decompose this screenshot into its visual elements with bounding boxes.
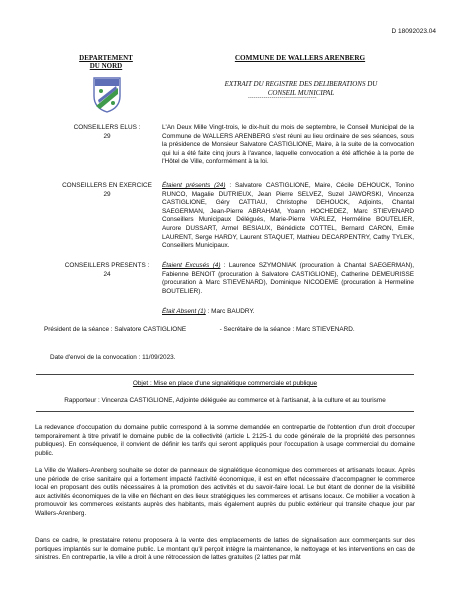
commune-title: COMMUNE DE WALLERS ARENBERG (234, 54, 366, 62)
title-separator: ----------------------------------- (248, 96, 317, 101)
excuses-heading: Étaient Excusés (4) (162, 262, 221, 269)
convocation-date: Date d'envoi de la convocation : 11/09/2023. (50, 354, 176, 361)
exercice-count: 29 (103, 190, 111, 198)
object-title (35, 380, 415, 389)
presents-list: : Salvatore CASTIGLIONE, Maire, Cécile DEHOUCK, Tonino RUNCO, Magalie DUTRIEUX, Jean Pierre SELVEZ, Suzel JAWORSKI, Vincenza CASTIGLIONE, Géry CATTIAU, Christophe DEHOUCK, Adjoints, Chantal SAEGERMAN, Jean-Pierre ABRAHAM, Yoann HOCHEDEZ, Marc STIEVENARD Conseillers Municipaux Délégués, Marie-Pierre VARLEZ, Herméline BOUTELIER, Aurore DUSSART, Armel BESIAUX, Bénédicte COTTEL, Bernard CARON, Emile LAURENT, Serge HARDY, Laurent STAQUET, Mathieu DECARPENTRY, Cathy TYLEK, Conseillers Municipaux. (162, 182, 414, 250)
object-text: Objet : Mise en place d'une signalétique commerciale et publique (132, 380, 318, 387)
department-title-line-2: DU NORD (89, 62, 123, 70)
elus-count: 29 (103, 132, 111, 140)
excuses-list: : Laurence SZYMONIAK (procuration à Chantal SAEGERMAN), Fabienne BENOIT (procuration à Salvatore CASTIGLIONE), Catherine DEMEURISSE (procuration à Marc STIEVENARD), Dominique NICODEME (procuration à Hermeline BOUTELIER). (162, 262, 414, 295)
absent-list: : Marc BAUDRY. (205, 308, 255, 315)
register-extract-title (190, 80, 412, 97)
elus-paragraph: L'An Deux Mille Vingt-trois, le dix-huit du mois de septembre, le Conseil Municipal de la Commune de WALLERS ARENBERG s'est réuni au lieu ordinaire de ses séances, sous la présidence de Monsieur Salvatore CASTIGLIONE, Maire, à la suite de la convocation qui lui a été faite cinq jours à l'avance, laquelle convocation a été affichée à la porte de l'Hôtel de Ville, conformément à la loi. (162, 124, 414, 166)
divider-top (36, 374, 414, 375)
paragraph-redevance: La redevance d'occupation du domaine public correspond à la somme demandée en contrepartie de l'obtention d'un droit d'occuper temporairement à titre privatif le domaine public de la collectivité (article L 2125-1 du code générale de la propriété des personnes publiques). En conséquence, il convient de définir les tarifs qui seront appliqués pour l'occupation à usage commercial du domaine public. (35, 424, 415, 457)
presents-label-text: CONSEILLERS PRESENTS : (64, 262, 150, 269)
presents-count: 24 (103, 270, 111, 278)
paragraph-signaletique: La Ville de Wallers-Arenberg souhaite se doter de panneaux de signalétique économique des commerces et artisanats locaux. Après une période de crise sanitaire qui a fortement impacté l'activité économique, il est en effet nécessaire d'accompagner le commerce local en proposant des outils nécessaires à la promotion des activités et du savoir-faire local. Le but étant de donner de la visibilité aux activités économiques de la ville en fléchant en des lieux stratégiques les commerces et artisans locaux. Ce mobilier a vocation à promouvoir les commerces existants auprès des habitants, mais également auprès du public extérieur qui transite chaque jour par Wallers-Arenberg. (35, 467, 415, 517)
document-reference: D 18092023.04 (391, 28, 436, 35)
coat-of-arms-icon (92, 76, 122, 114)
department-title (62, 54, 150, 70)
elus-label-text: CONSEILLERS ELUS : (73, 124, 141, 131)
meeting-officers (44, 326, 424, 335)
presents-heading: Étaient présents (24) (162, 182, 226, 189)
secretary-of-session: - Secrétaire de la séance : Marc STIEVENARD. (219, 326, 355, 333)
divider-bottom (36, 411, 414, 412)
elus-label (57, 124, 157, 141)
absent-heading: Était Absent (1) (162, 308, 206, 315)
excuses-paragraph (162, 262, 414, 296)
register-extract-line-2: CONSEIL MUNICIPAL (267, 88, 335, 97)
paragraph-prestataire: Dans ce cadre, le prestataire retenu proposera à la vente des emplacements de lattes de signalisation aux commerçants sur des portiques implantés sur le domaine public. Le montant qu'il perçoit intègre la maintenance, le nettoyage et les interventions en cas de sinistres. En contrepartie, la ville a droit à une rétrocession de lattes gratuites (2 lattes par mât (35, 537, 415, 562)
absent-paragraph (162, 308, 414, 317)
exercice-label-text: CONSEILLERS EN EXERCICE (62, 182, 152, 189)
register-extract-line-1: EXTRAIT DU REGISTRE DES DELIBERATIONS DU (224, 80, 378, 88)
presents-label (57, 262, 157, 279)
department-title-line-1: DEPARTEMENT (79, 54, 133, 62)
rapporteur-line: Rapporteur : Vincenza CASTIGLIONE, Adjointe déléguée au commerce et à l'artisanat, à la culture et au tourisme (64, 397, 386, 404)
presents-paragraph (162, 182, 414, 251)
exercice-label (57, 182, 157, 199)
president-of-session: Président de la séance : Salvatore CASTIGLIONE (44, 326, 187, 333)
